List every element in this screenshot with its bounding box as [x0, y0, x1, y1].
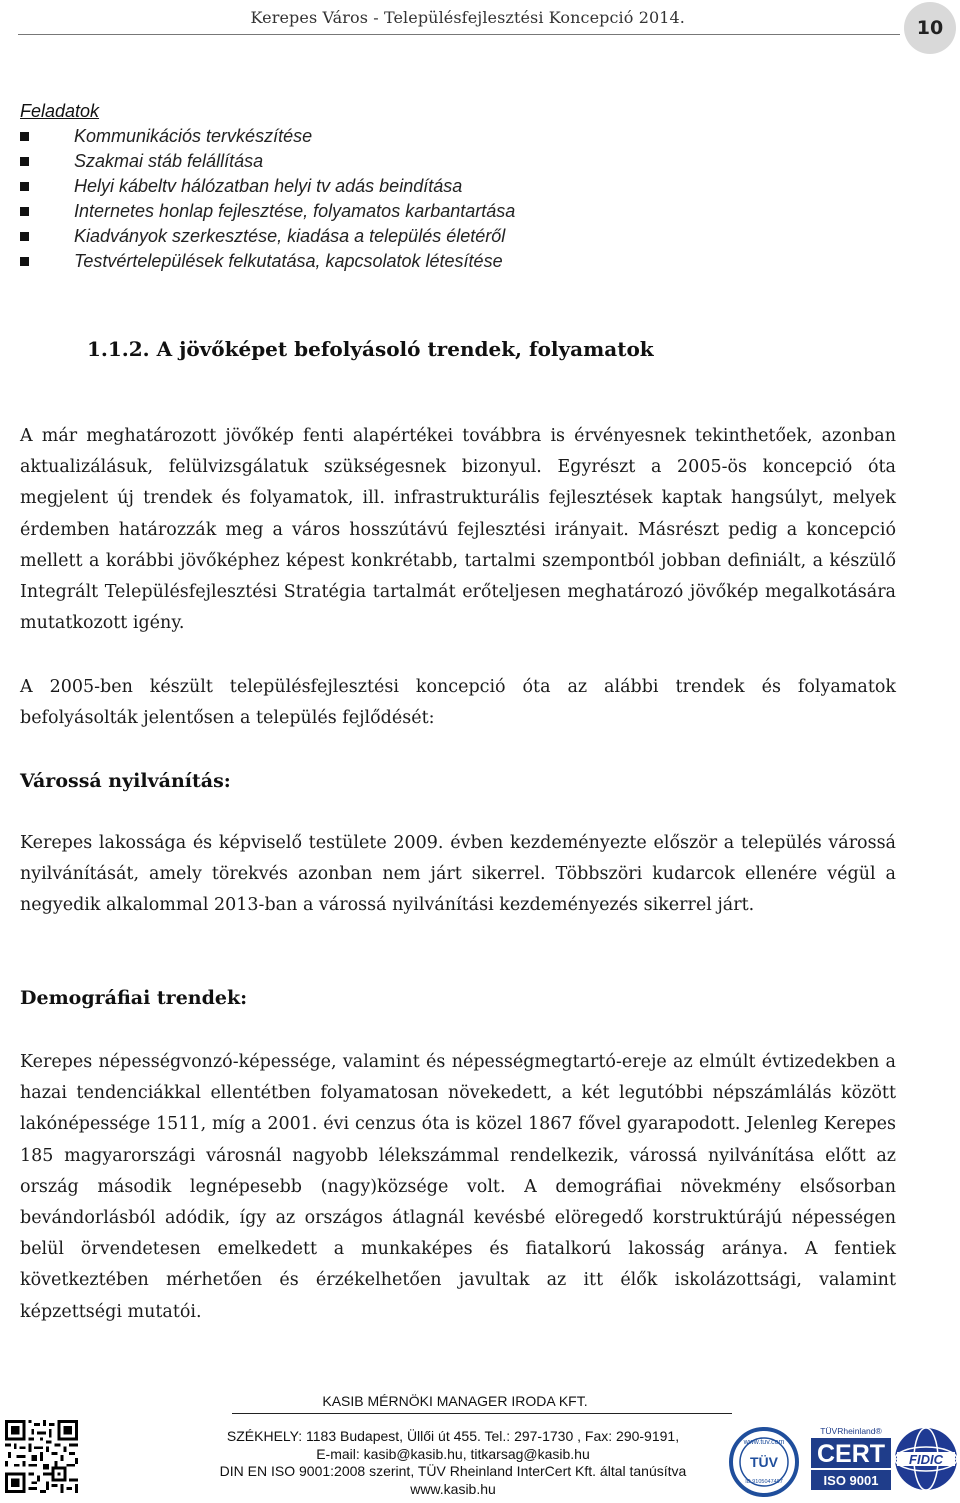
tuv-web-text: www.tuv.com — [743, 1439, 785, 1446]
footer-website: www.kasib.hu — [410, 1480, 496, 1497]
fidic-logo — [893, 1426, 959, 1492]
document-header-title: Kerepes Város - Településfejlesztési Koncepció 2014. — [250, 8, 685, 27]
footer-contact-block — [188, 1428, 718, 1498]
tuv-seal-logo — [727, 1427, 802, 1497]
intro-paragraph: A már meghatározott jövőkép fenti alapértékei továbbra is érvényesnek tekinthetőek, azonban aktualizálásuk, felülvizsgálatuk szükségesnek bizonyul. Egyrészt a 2005-ös koncepció óta megjelent új trendek és folyamatok, ill. infrastrukturális fejlesztések kaptak hangsúlyt, melyek érdemben határozzák meg a város hosszútávú fejlesztési irányait. Másrészt pedig a koncepció mellett a korábbi jövőképhez képest konkrétabb, tartalmi szempontból jobban definiált, a készülő Integrált Településfejlesztési Stratégia tartalmát erőteljesen meghatározó jövőkép megalkotására mutatkozott igény. — [20, 426, 896, 634]
list-item-text: Testvértelepülések felkutatása, kapcsolatok létesítése — [74, 251, 503, 271]
header-divider — [18, 34, 900, 35]
footer-divider — [232, 1413, 732, 1414]
list-item — [20, 124, 900, 149]
list-item — [20, 149, 900, 174]
cert-brand-text: TÜVRheinland® — [820, 1426, 882, 1436]
list-item-text: Kiadványok szerkesztése, kiadása a település életéről — [74, 226, 506, 246]
square-bullet-icon — [20, 257, 29, 266]
footer-certification: DIN EN ISO 9001:2008 szerint, TÜV Rheinland InterCert Kft. által tanúsítva — [219, 1463, 687, 1480]
list-item — [20, 224, 900, 249]
list-item-text: Kommunikációs tervkészítése — [74, 126, 313, 146]
page-number-badge: 10 — [904, 2, 956, 54]
tasks-list — [20, 124, 900, 274]
tasks-title: Feladatok — [20, 101, 100, 121]
list-item — [20, 174, 900, 199]
footer-email: E-mail: kasib@kasib.hu, titkarsag@kasib.hu — [316, 1445, 590, 1462]
list-item-text: Szakmai stáb felállítása — [74, 151, 264, 171]
list-item — [20, 199, 900, 224]
footer-address: SZÉKHELY: 1183 Budapest, Üllői út 455. Tel.: 297-1730 , Fax: 290-9191, — [226, 1428, 680, 1444]
cert-iso-text: ISO 9001 — [823, 1473, 879, 1488]
fidic-text: FIDIC — [909, 1452, 943, 1467]
square-bullet-icon — [20, 157, 29, 166]
list-item — [20, 249, 900, 274]
tuv-cert-logo — [808, 1424, 894, 1492]
qr-code-icon — [5, 1420, 78, 1493]
footer-company-name: KASIB MÉRNÖKI MANAGER IRODA KFT. — [322, 1393, 588, 1409]
square-bullet-icon — [20, 182, 29, 191]
list-item-text: Helyi kábeltv hálózatban helyi tv adás beindítása — [74, 176, 463, 196]
square-bullet-icon — [20, 132, 29, 141]
subheading-city-status: Várossá nyilvánítás: — [20, 770, 231, 792]
square-bullet-icon — [20, 207, 29, 216]
tasks-block — [20, 98, 900, 274]
list-item-text: Internetes honlap fejlesztése, folyamatos karbantartása — [74, 201, 516, 221]
trends-intro-paragraph: A 2005-ben készült településfejlesztési koncepció óta az alábbi trendek és folyamatok befolyásolták jelentősen a település fejlődését: — [20, 677, 896, 729]
city-status-paragraph: Kerepes lakossága és képviselő testülete 2009. évben kezdeményezte először a település várossá nyilvánítását, amely törekvés azonban nem járt sikerrel. Többszöri kudarcok ellenére végül a negyedik alkalommal 2013-ban a várossá nyilvánítási kezdeményezés sikerrel járt. — [20, 833, 896, 916]
demography-paragraph: Kerepes népességvonzó-képessége, valamint és népességmegtartó-ereje az elmúlt évtizedekben a hazai tendenciákkal ellentétben folyamatosan növekedett, a két legutóbbi népszámlálás között lakónépessége 1511, míg a 2001. évi cenzus óta is közel 1867 fővel gyarapodott. Jelenleg Kerepes 185 magyarországi városnál nagyobb lélekszámmal rendelkezik, várossá nyilvánítása előtt az ország második legnépesebb (nagy)községe volt. A demográfiai növekmény elsősorban bevándorlásból adódik, így az országos átlagnál kevésbé elöregedő korstruktúrájú népességen belül örvendetesen emelkedett a munkaképes és fiatalkorú lakosság aránya. A fentiek következtében mérhetően és érzékelhetően javultak az itt élők iskolázottsági, valamint képzettségi mutatói. — [20, 1052, 896, 1322]
tuv-text: TÜV — [750, 1454, 778, 1470]
tuv-id-text: ID 9105047497 — [745, 1479, 783, 1485]
subheading-demography: Demográfiai trendek: — [20, 987, 248, 1009]
cert-word-text: CERT — [816, 1440, 886, 1468]
section-heading: 1.1.2. A jövőképet befolyásoló trendek, folyamatok — [87, 337, 654, 361]
square-bullet-icon — [20, 232, 29, 241]
